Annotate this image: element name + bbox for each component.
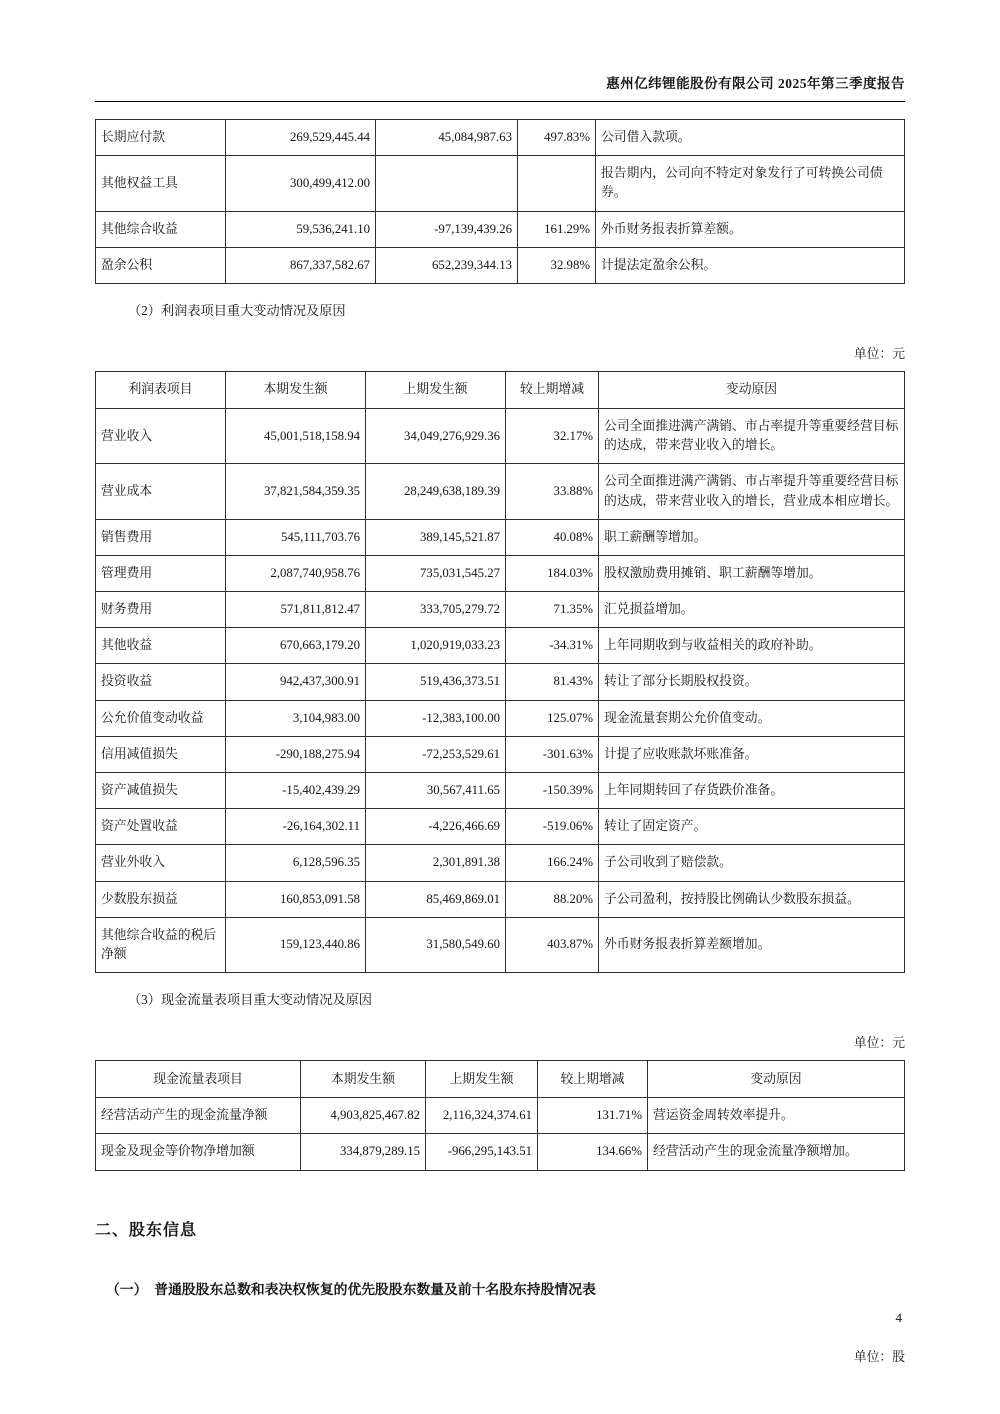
table-row — [96, 773, 905, 809]
current-amount-cell: 670,663,179.20 — [226, 628, 366, 664]
change-percent-cell: 88.20% — [506, 881, 599, 917]
column-header: 较上期增减 — [538, 1061, 648, 1098]
change-percent-cell: -301.63% — [506, 736, 599, 772]
item-cell: 现金及现金等价物净增加额 — [96, 1134, 301, 1170]
reason-cell: 报告期内，公司向不特定对象发行了可转换公司债券。 — [596, 156, 905, 211]
change-percent-cell: 32.17% — [506, 408, 599, 463]
current-amount-cell: 942,437,300.91 — [226, 664, 366, 700]
change-percent-cell: 40.08% — [506, 519, 599, 555]
change-percent-cell: 184.03% — [506, 555, 599, 591]
item-cell: 少数股东损益 — [96, 881, 226, 917]
prior-amount-cell: 519,436,373.51 — [366, 664, 506, 700]
table-row — [96, 664, 905, 700]
prior-amount-cell: -72,253,529.61 — [366, 736, 506, 772]
prior-amount-cell: 333,705,279.72 — [366, 592, 506, 628]
change-percent-cell: -519.06% — [506, 809, 599, 845]
table-row — [96, 700, 905, 736]
column-header: 上期发生额 — [426, 1061, 538, 1098]
prior-amount-cell: 735,031,545.27 — [366, 555, 506, 591]
change-percent-cell: -34.31% — [506, 628, 599, 664]
current-amount-cell: 300,499,412.00 — [226, 156, 376, 211]
profit-section-label: （2）利润表项目重大变动情况及原因 — [128, 302, 346, 318]
change-percent-cell: 32.98% — [518, 247, 596, 283]
table-row — [96, 881, 905, 917]
unit-label-yuan-profit: 单位：元 — [853, 346, 905, 361]
item-cell: 营业外收入 — [96, 845, 226, 881]
change-percent-cell: 125.07% — [506, 700, 599, 736]
reason-cell: 子公司收到了赔偿款。 — [599, 845, 905, 881]
current-amount-cell: 160,853,091.58 — [226, 881, 366, 917]
change-percent-cell: 134.66% — [538, 1134, 648, 1170]
prior-amount-cell: 1,020,919,033.23 — [366, 628, 506, 664]
prior-amount-cell: 28,249,638,189.39 — [366, 464, 506, 519]
prior-amount-cell: 30,567,411.65 — [366, 773, 506, 809]
item-cell: 其他收益 — [96, 628, 226, 664]
table-row — [96, 628, 905, 664]
change-percent-cell: 81.43% — [506, 664, 599, 700]
current-amount-cell: 3,104,983.00 — [226, 700, 366, 736]
prior-amount-cell: 2,116,324,374.61 — [426, 1098, 538, 1134]
change-percent-cell: 166.24% — [506, 845, 599, 881]
item-cell: 投资收益 — [96, 664, 226, 700]
item-cell: 资产减值损失 — [96, 773, 226, 809]
reason-cell: 计提法定盈余公积。 — [596, 247, 905, 283]
table-header-row — [96, 1061, 905, 1098]
item-cell: 营业收入 — [96, 408, 226, 463]
current-amount-cell: 159,123,440.86 — [226, 917, 366, 972]
reason-cell: 公司全面推进满产满销、市占率提升等重要经营目标的达成，带来营业收入的增长。 — [599, 408, 905, 463]
current-amount-cell: 6,128,596.35 — [226, 845, 366, 881]
reason-cell: 上年同期转回了存货跌价准备。 — [599, 773, 905, 809]
column-header: 利润表项目 — [96, 371, 226, 408]
current-amount-cell: 45,001,518,158.94 — [226, 408, 366, 463]
current-amount-cell: 37,821,584,359.35 — [226, 464, 366, 519]
item-cell: 经营活动产生的现金流量净额 — [96, 1098, 301, 1134]
table-row — [96, 555, 905, 591]
prior-amount-cell: 389,145,521.87 — [366, 519, 506, 555]
table-row — [96, 211, 905, 247]
unit-label-share: 单位：股 — [853, 1349, 905, 1364]
table-row — [96, 845, 905, 881]
table-header-row — [96, 371, 905, 408]
column-header: 变动原因 — [648, 1061, 905, 1098]
reason-cell: 职工薪酬等增加。 — [599, 519, 905, 555]
change-percent-cell: 403.87% — [506, 917, 599, 972]
profit-statement-changes-table — [95, 371, 905, 973]
prior-amount-cell: -966,295,143.51 — [426, 1134, 538, 1170]
prior-amount-cell: 31,580,549.60 — [366, 917, 506, 972]
item-cell: 长期应付款 — [96, 120, 226, 156]
current-amount-cell: -15,402,439.29 — [226, 773, 366, 809]
current-amount-cell: 2,087,740,958.76 — [226, 555, 366, 591]
reason-cell: 子公司盈利，按持股比例确认少数股东损益。 — [599, 881, 905, 917]
cashflow-changes-table — [95, 1060, 905, 1170]
prior-amount-cell: -12,383,100.00 — [366, 700, 506, 736]
current-amount-cell: 334,879,289.15 — [301, 1134, 426, 1170]
item-cell: 资产处置收益 — [96, 809, 226, 845]
item-cell: 信用减值损失 — [96, 736, 226, 772]
item-cell: 盈余公积 — [96, 247, 226, 283]
item-cell: 其他综合收益 — [96, 211, 226, 247]
change-percent-cell — [518, 156, 596, 211]
prior-amount-cell: 85,469,869.01 — [366, 881, 506, 917]
item-cell: 公允价值变动收益 — [96, 700, 226, 736]
reason-cell: 外币财务报表折算差额增加。 — [599, 917, 905, 972]
reason-cell: 上年同期收到与收益相关的政府补助。 — [599, 628, 905, 664]
current-amount-cell: -290,188,275.94 — [226, 736, 366, 772]
header-rule — [95, 101, 905, 102]
prior-amount-cell: 652,239,344.13 — [376, 247, 518, 283]
table-row — [96, 156, 905, 211]
change-percent-cell: 33.88% — [506, 464, 599, 519]
current-amount-cell: 4,903,825,467.82 — [301, 1098, 426, 1134]
table-row — [96, 736, 905, 772]
table-row — [96, 592, 905, 628]
column-header: 本期发生额 — [226, 371, 366, 408]
current-amount-cell: 269,529,445.44 — [226, 120, 376, 156]
current-amount-cell: -26,164,302.11 — [226, 809, 366, 845]
table-row — [96, 519, 905, 555]
column-header: 本期发生额 — [301, 1061, 426, 1098]
change-percent-cell: -150.39% — [506, 773, 599, 809]
cashflow-section-label: （3）现金流量表项目重大变动情况及原因 — [128, 992, 372, 1008]
prior-amount-cell: -97,139,439.26 — [376, 211, 518, 247]
table-row — [96, 1098, 905, 1134]
reason-cell: 营运资金周转效率提升。 — [648, 1098, 905, 1134]
shareholder-info-heading: 二、股东信息 — [95, 1221, 198, 1239]
balance-sheet-changes-table — [95, 119, 905, 284]
table-row — [96, 464, 905, 519]
reason-cell: 股权激励费用摊销、职工薪酬等增加。 — [599, 555, 905, 591]
change-percent-cell: 161.29% — [518, 211, 596, 247]
item-cell: 营业成本 — [96, 464, 226, 519]
prior-amount-cell: 34,049,276,929.36 — [366, 408, 506, 463]
page-number: 4 — [895, 1310, 902, 1325]
reason-cell: 计提了应收账款坏账准备。 — [599, 736, 905, 772]
table-row — [96, 809, 905, 845]
table-row — [96, 1134, 905, 1170]
prior-amount-cell: -4,226,466.69 — [366, 809, 506, 845]
prior-amount-cell: 2,301,891.38 — [366, 845, 506, 881]
table-row — [96, 917, 905, 972]
shareholder-subsection-heading: （一） 普通股股东总数和表决权恢复的优先股股东数量及前十名股东持股情况表 — [106, 1281, 596, 1297]
reason-cell: 公司全面推进满产满销、市占率提升等重要经营目标的达成，带来营业收入的增长，营业成本相应增长。 — [599, 464, 905, 519]
item-cell: 销售费用 — [96, 519, 226, 555]
change-percent-cell: 71.35% — [506, 592, 599, 628]
unit-label-yuan-cashflow: 单位：元 — [853, 1036, 905, 1051]
reason-cell: 汇兑损益增加。 — [599, 592, 905, 628]
current-amount-cell: 571,811,812.47 — [226, 592, 366, 628]
table-row — [96, 408, 905, 463]
item-cell: 其他综合收益的税后净额 — [96, 917, 226, 972]
reason-cell: 现金流量套期公允价值变动。 — [599, 700, 905, 736]
column-header: 上期发生额 — [366, 371, 506, 408]
column-header: 现金流量表项目 — [96, 1061, 301, 1098]
table-row — [96, 247, 905, 283]
reason-cell: 经营活动产生的现金流量净额增加。 — [648, 1134, 905, 1170]
table-row — [96, 120, 905, 156]
report-title: 惠州亿纬锂能股份有限公司 2025年第三季度报告 — [606, 76, 905, 91]
change-percent-cell: 497.83% — [518, 120, 596, 156]
item-cell: 其他权益工具 — [96, 156, 226, 211]
current-amount-cell: 545,111,703.76 — [226, 519, 366, 555]
item-cell: 财务费用 — [96, 592, 226, 628]
column-header: 变动原因 — [599, 371, 905, 408]
item-cell: 管理费用 — [96, 555, 226, 591]
prior-amount-cell — [376, 156, 518, 211]
reason-cell: 转让了部分长期股权投资。 — [599, 664, 905, 700]
current-amount-cell: 59,536,241.10 — [226, 211, 376, 247]
reason-cell: 外币财务报表折算差额。 — [596, 211, 905, 247]
reason-cell: 转让了固定资产。 — [599, 809, 905, 845]
change-percent-cell: 131.71% — [538, 1098, 648, 1134]
current-amount-cell: 867,337,582.67 — [226, 247, 376, 283]
reason-cell: 公司借入款项。 — [596, 120, 905, 156]
column-header: 较上期增减 — [506, 371, 599, 408]
prior-amount-cell: 45,084,987.63 — [376, 120, 518, 156]
